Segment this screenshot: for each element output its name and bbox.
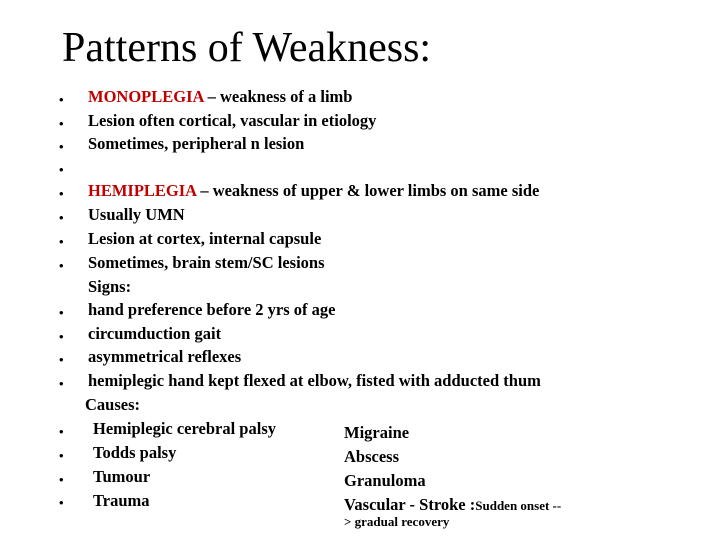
cause-vascular — [344, 496, 561, 514]
bullet-5: • — [59, 186, 64, 201]
monoplegia-etiology: Lesion often cortical, vascular in etiology — [88, 111, 377, 130]
bullet-2: • — [59, 116, 64, 131]
bullet-3: • — [59, 139, 64, 154]
cause-vascular-label: Vascular - Stroke : — [344, 495, 476, 514]
hemiplegia-lesion-site: Lesion at cortex, internal capsule — [88, 229, 322, 248]
cause-vascular-recovery: > gradual recovery — [344, 514, 450, 529]
bullet-6: • — [59, 210, 64, 225]
sign-hand-preference: hand preference before 2 yrs of age — [88, 300, 336, 319]
slide-title: Patterns of Weakness: — [62, 25, 432, 71]
bullet-15: • — [59, 472, 64, 487]
bullet-12: • — [59, 376, 64, 391]
sign-circumduction: circumduction gait — [88, 324, 222, 343]
signs-heading: Signs: — [88, 277, 132, 296]
hemiplegia-definition: – weakness of upper & lower limbs on same side — [196, 181, 540, 200]
monoplegia-term: MONOPLEGIA — [88, 87, 204, 106]
hemiplegia-term: HEMIPLEGIA — [88, 181, 197, 200]
cause-granuloma: Granuloma — [344, 471, 426, 490]
bullet-14: • — [59, 448, 64, 463]
hemiplegia-line — [88, 182, 539, 200]
bullet-1: • — [59, 92, 64, 107]
cause-vascular-onset: Sudden onset -- — [475, 498, 562, 513]
sign-reflexes: asymmetrical reflexes — [88, 347, 242, 366]
monoplegia-peripheral: Sometimes, peripheral n lesion — [88, 134, 305, 153]
cause-abscess: Abscess — [344, 447, 400, 466]
cause-migraine: Migraine — [344, 423, 410, 442]
bullet-9: • — [59, 305, 64, 320]
bullet-16: • — [59, 495, 64, 510]
bullet-13: • — [59, 424, 64, 439]
monoplegia-definition: – weakness of a limb — [203, 87, 353, 106]
bullet-7: • — [59, 234, 64, 249]
causes-heading: Causes: — [85, 395, 141, 414]
cause-trauma: Trauma — [93, 491, 150, 510]
cause-cerebral-palsy: Hemiplegic cerebral palsy — [93, 419, 276, 438]
bullet-10: • — [59, 329, 64, 344]
bullet-11: • — [59, 352, 64, 367]
cause-tumour: Tumour — [93, 467, 151, 486]
bullet-4: • — [59, 162, 64, 177]
monoplegia-line — [88, 88, 352, 106]
bullet-8: • — [59, 258, 64, 273]
hemiplegia-umn: Usually UMN — [88, 205, 185, 224]
cause-todds-palsy: Todds palsy — [93, 443, 177, 462]
hemiplegia-brainstem: Sometimes, brain stem/SC lesions — [88, 253, 325, 272]
sign-hand-posture: hemiplegic hand kept flexed at elbow, fisted with adducted thum — [88, 371, 541, 390]
